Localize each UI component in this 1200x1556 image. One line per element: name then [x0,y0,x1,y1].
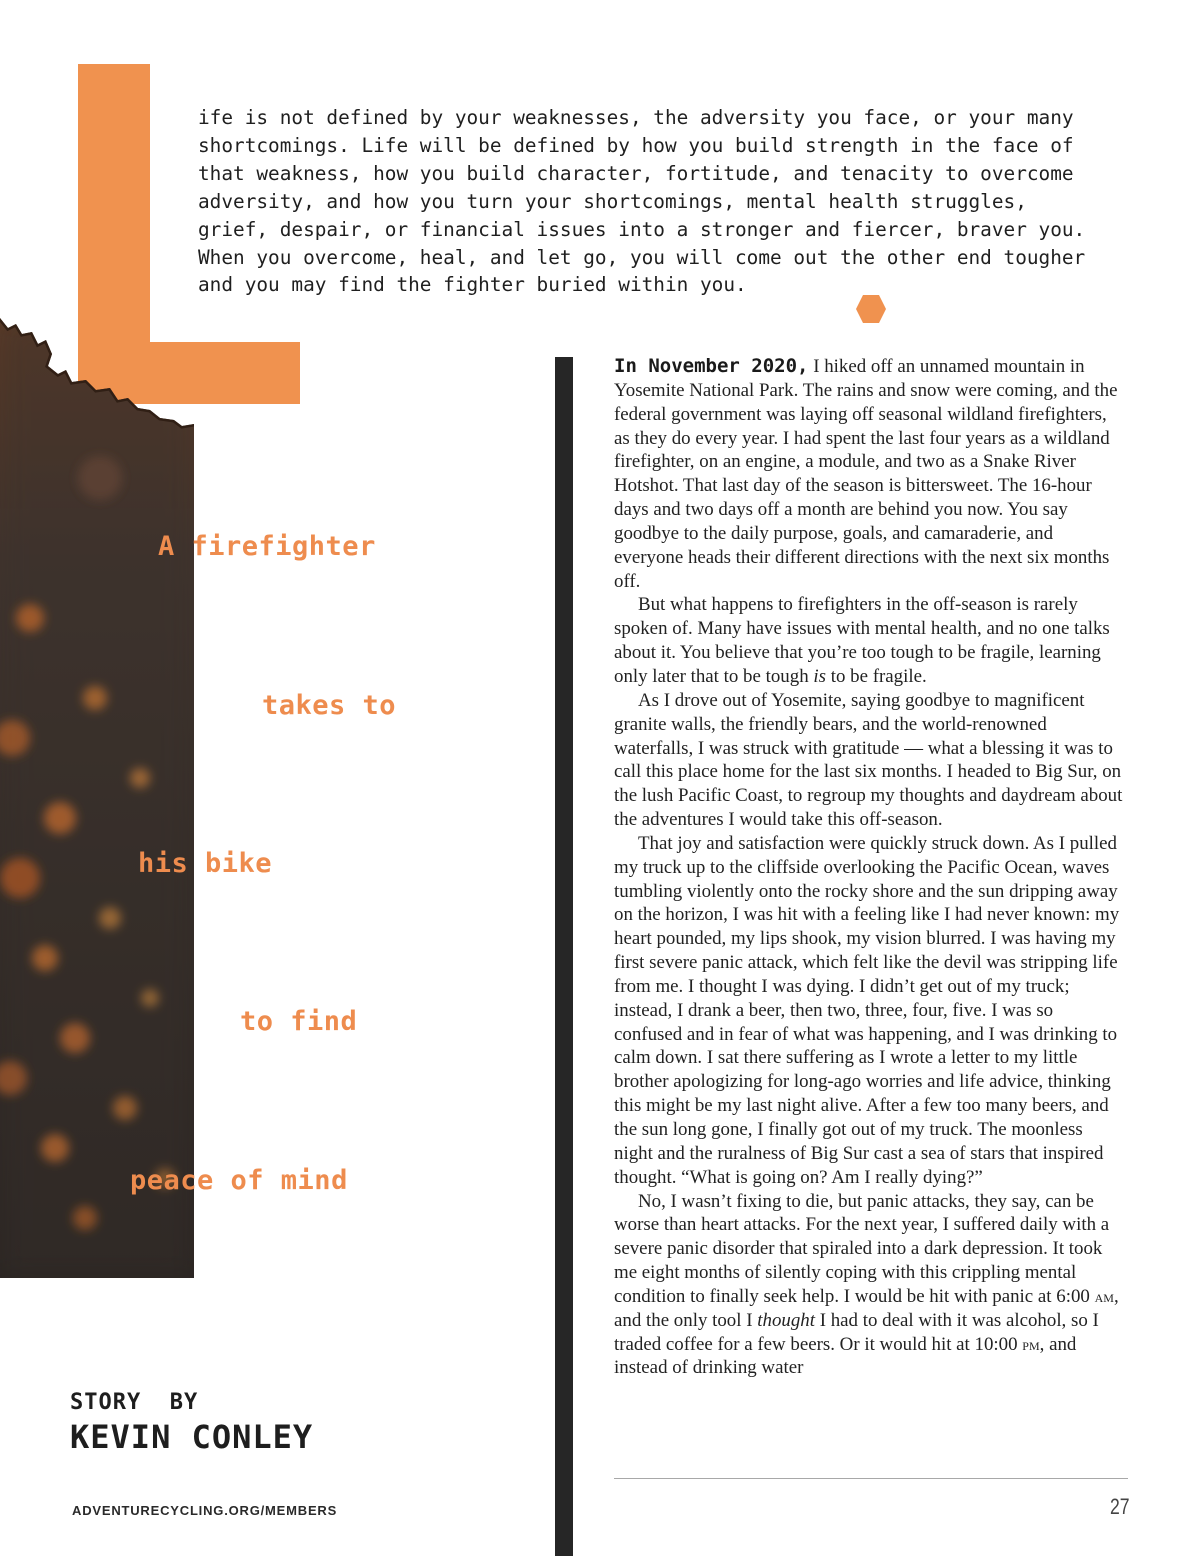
fire-photo [0,318,194,1278]
article-lead-in: In November 2020, [614,355,809,377]
article-paragraph: But what happens to firefighters in the off-season is rarely spoken of. Many have issues with mental health, and no one talks about it. You believe that you’re too tough to be fragile, learning only later that to be tough is to be fragile. [614,594,1110,687]
byline-label: STORY BY [70,1390,199,1415]
article-paragraph: As I drove out of Yosemite, saying goodbye to magnificent granite walls, the friendly bears, and the world-renowned waterfalls, I was struck with gratitude — what a blessing it was to call this place home for the last six months. I headed to Big Sur, on the lush Pacific Coast, to regroup my thoughts and daydream about the adventures I would take this off-season. [614,689,1123,831]
column-divider-bar [555,357,573,1556]
tagline-line-5: peace of mind [130,1165,348,1196]
tagline-line-3: his bike [138,848,273,879]
byline-author: KEVIN CONLEY [70,1418,314,1456]
article-paragraph: No, I wasn’t fixing to die, but panic attacks, they say, can be worse than heart attacks. For the next year, I suffered daily with a severe panic disorder that spiraled into a dark depression. It took me eight months of silently coping with this crippling mental condition to finally seek help. I would be hit with panic at 6:00 am, and the only tool I thought I had to deal with it was alcohol, so I traded coffee for a few beers. Or it would hit at 10:00 pm, and instead of drinking water [614,1190,1119,1379]
article-paragraph: That joy and satisfaction were quickly struck down. As I pulled my truck up to the cliffside overlooking the Pacific Ocean, waves tumbling violently onto the rocky shore and the sun dripping away on the horizon, I was hit with a feeling like I had never known: my heart pounded, my lips shook, my vision blurred. I was having my first severe panic attack, which felt like the devil was stripping life from me. I thought I was dying. I didn’t get out of my truck; instead, I drank a beer, then two, three, four, five. I was so confused and in fear of what was happening, and I was drinking to calm down. I sat there suffering as I wrote a letter to my little brother apologizing for long-ago worries and life advice, thinking this might be my last night alive. After a few too many beers, and the sun long gone, I finally got out of my truck. The moonless night and the ruralness of Big Sur cast a sea of stars that inspired thought. “What is going on? Am I really dying?” [614,832,1120,1188]
article-paragraph: In November 2020, I hiked off an unnamed mountain in Yosemite National Park. The rains and snow were coming, and the federal government was laying off seasonal wildland firefighters, as they do every year. I had spent the last four years as a wildland firefighter, on an engine, a module, and two as a Snake River Hotshot. That last day of the season is bittersweet. The 16-hour days and two days off a month are behind you now. You say goodbye to the daily purpose, goals, and camaraderie, and everyone heads their different directions with the next six months off. [614,355,1118,592]
footer-rule [614,1478,1128,1479]
tagline-line-1: A firefighter [158,531,376,562]
hexagon-ornament [856,295,886,323]
page-number: 27 [1110,1494,1130,1519]
tagline-line-4: to find [240,1006,358,1037]
intro-paragraph: ife is not defined by your weaknesses, the adversity you face, or your many shortcomings. Life will be defined by how you build strength in the face of that weakness, how you build character, fortitude, and tenacity to overcome adversity, and how you turn your shortcomings, mental health struggles, grief, despair, or financial issues into a stronger and fiercer, braver you. When you overcome, heal, and let go, you will come out the other end tougher and you may find the fighter buried within you. [198,106,1086,297]
tagline-line-2: takes to [262,690,397,721]
article-body [614,355,1126,1380]
footer-url: ADVENTURECYCLING.ORG/MEMBERS [72,1503,338,1518]
